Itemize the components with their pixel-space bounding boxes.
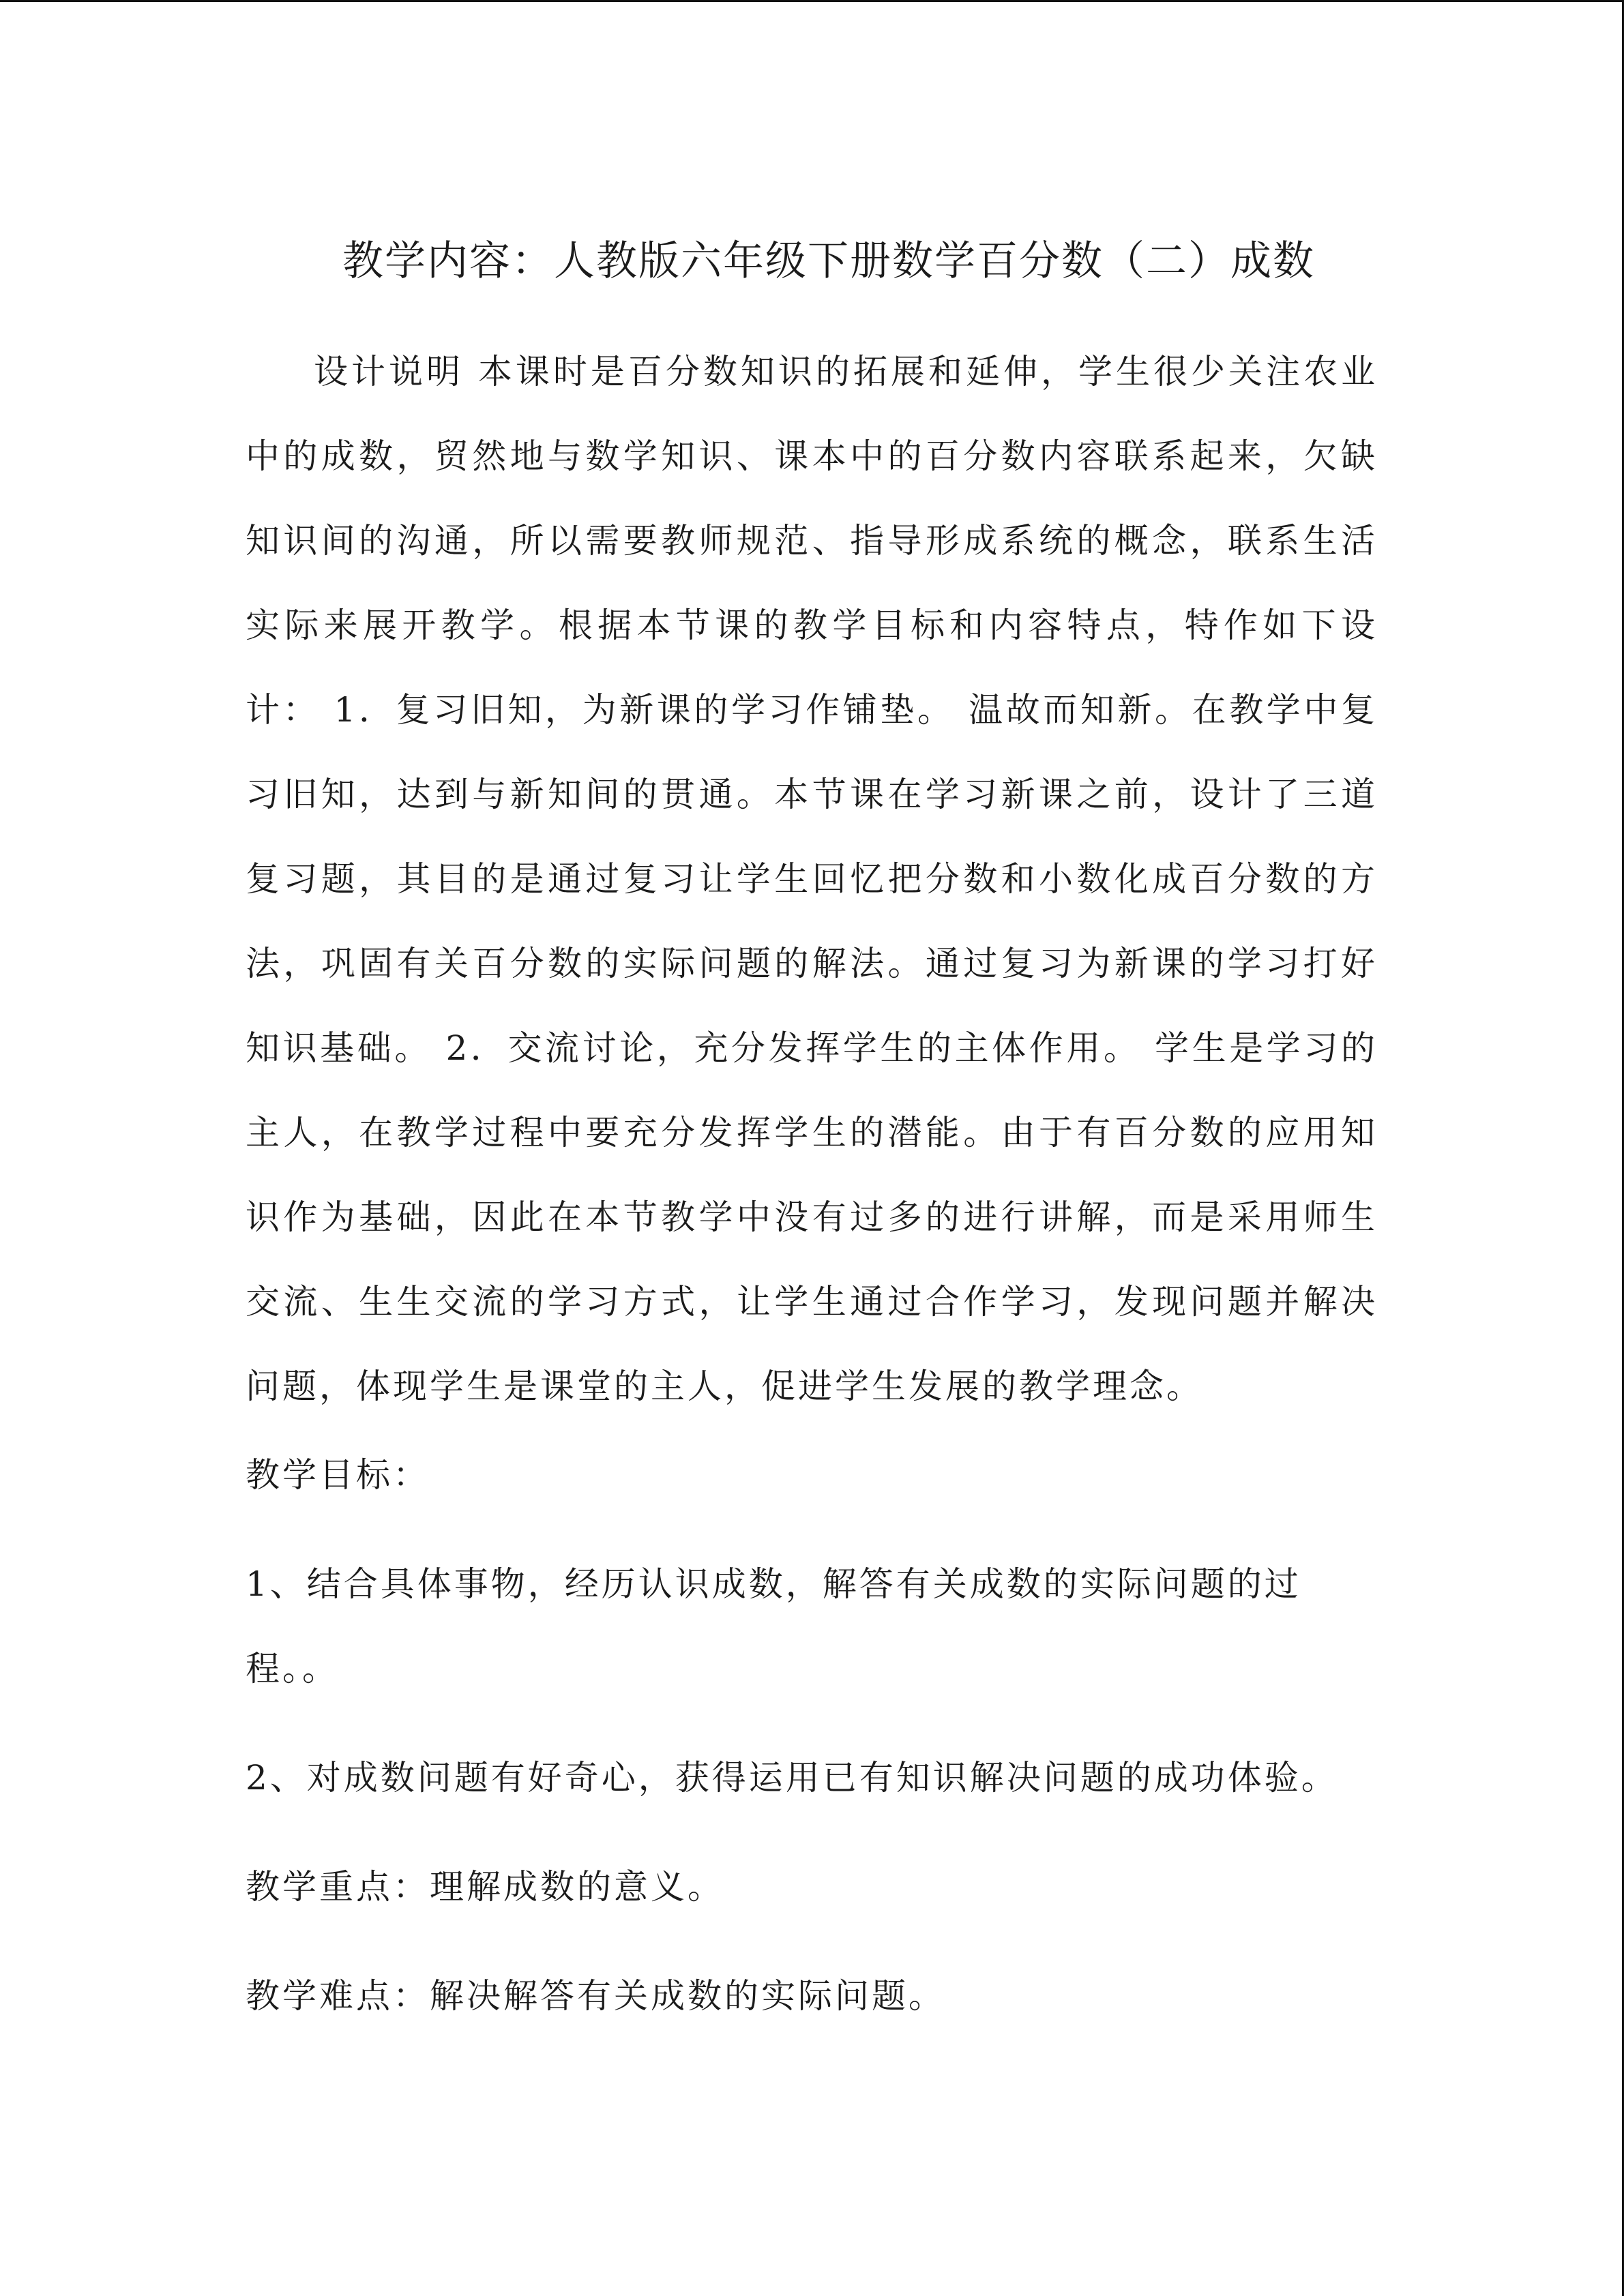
key-point: 教学重点：理解成数的意义。 (246, 1867, 724, 1907)
objective-item-2: 2、对成数问题有好奇心，获得运用已有知识解决问题的成功体验。 (246, 1758, 1338, 1798)
design-note-paragraph: 设计说明 本课时是百分数知识的拓展和延伸，学生很少关注农业中的成数，贸然地与数学知识、课本中的百分数内容联系起来，欠缺知识间的沟通，所以需要教师规范、指导形成系统的概念，联系生活实际来展开教学。根据本节课的教学目标和内容特点，特作如下设计： 1．复习旧知，为新课的学习作铺垫。 温故而知新。在教学中复习旧知，达到与新知间的贯通。本节课在学习新课之前，设计了三道复习题，其目的是通过复习让学生回忆把分数和小数化成百分数的方法，巩固有关百分数的实际问题的解法。通过复习为新课的学习打好知识基础。 2．交流讨论，充分发挥学生的主体作用。 学生是学习的主人，在教学过程中要充分发挥学生的潜能。由于有百分数的应用知识作为基础，因此在本节教学中没有过多的进行讲解，而是采用师生交流、生生交流的学习方式，让学生通过合作学习，发现问题并解决问题，体现学生是课堂的主人，促进学生发展的教学理念。 (246, 352, 1378, 1406)
page-title: 教学内容：人教版六年级下册数学百分数（二）成数 (342, 237, 1315, 285)
objective-item-1: 1、结合具体事物，经历认识成数，解答有关成数的实际问题的过程。。 (246, 1564, 1301, 1688)
difficult-point: 教学难点：解决解答有关成数的实际问题。 (246, 1976, 945, 2016)
document-body (246, 227, 1378, 2038)
objectives-heading: 教学目标： (246, 1455, 430, 1495)
